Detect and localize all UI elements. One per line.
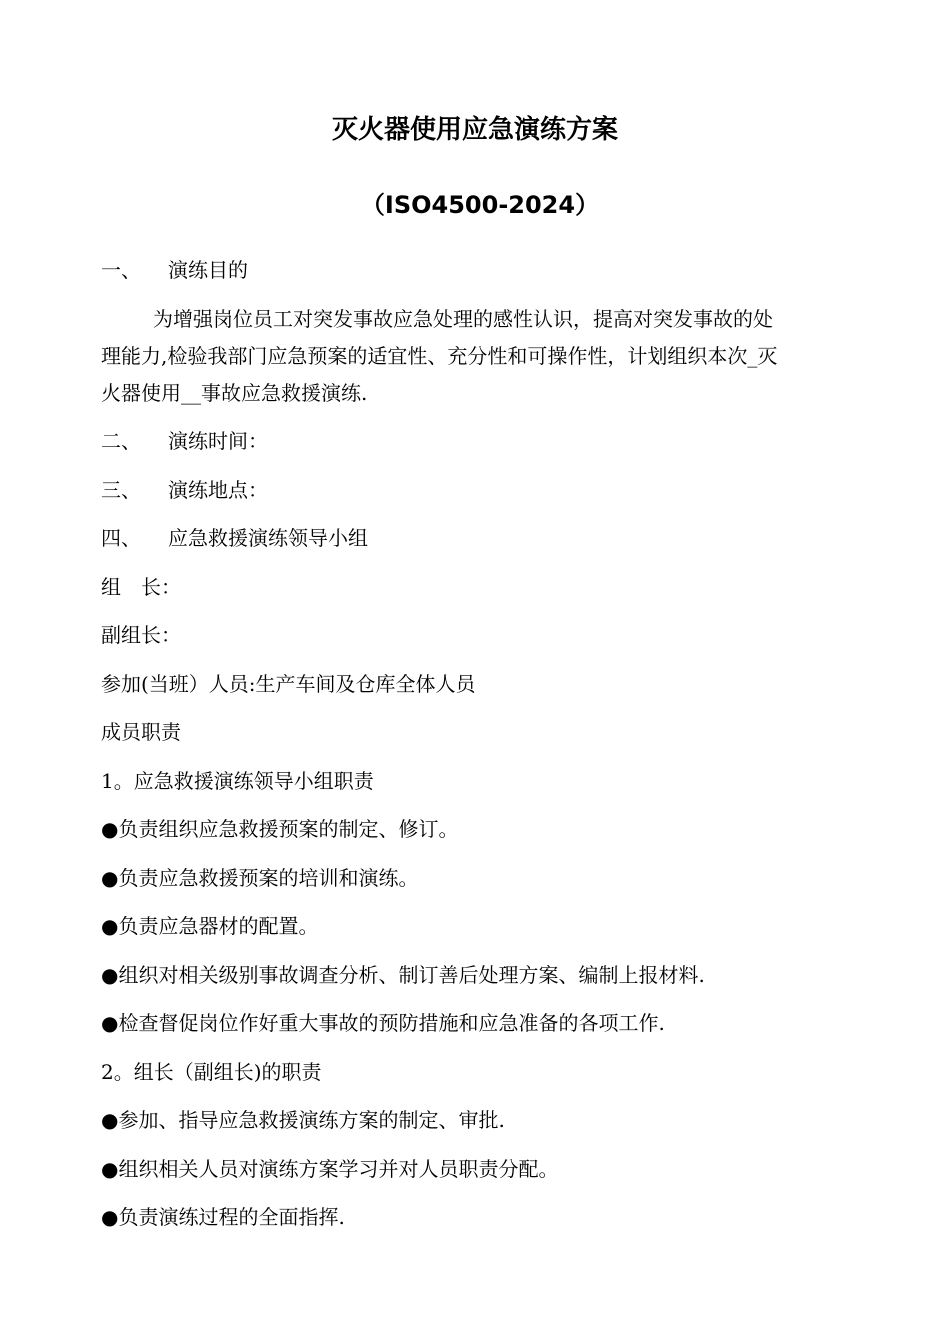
duty-item: ●参加、指导应急救援演练方案的制定、审批.	[101, 1108, 505, 1132]
team-leader-line: 组 长：	[101, 575, 181, 599]
document-title: 灭火器使用应急演练方案	[331, 115, 618, 145]
team-participants-line: 参加(当班）人员:生产车间及仓库全体人员	[101, 672, 476, 696]
paragraph-line: 为增强岗位员工对突发事故应急处理的感性认识，提高对突发事故的处	[153, 307, 773, 331]
section-heading-purpose	[101, 255, 248, 285]
section-number: 四、	[101, 526, 141, 550]
purpose-paragraph	[101, 301, 861, 412]
paragraph-line: 理能力,检验我部门应急预案的适宜性、充分性和可操作性，计划组织本次_灭	[101, 344, 778, 368]
section-heading-leadership	[101, 523, 368, 553]
duties-heading: 成员职责	[101, 720, 181, 744]
document-subtitle: （ISO4500-2024）	[360, 191, 600, 219]
section-number: 三、	[101, 478, 141, 502]
section-number: 一、	[101, 258, 141, 282]
duty-item: ●组织对相关级别事故调查分析、制订善后处理方案、编制上报材料.	[101, 963, 705, 987]
duty-group-2-heading: 2。组长（副组长)的职责	[101, 1060, 322, 1084]
duty-item: ●负责组织应急救援预案的制定、修订。	[101, 817, 459, 841]
section-heading-time	[101, 426, 268, 456]
duty-group-1-heading: 1。应急救援演练领导小组职责	[101, 769, 374, 793]
section-title: 演练目的	[168, 258, 248, 282]
duty-item: ●负责演练过程的全面指挥.	[101, 1205, 345, 1229]
paragraph-line: 火器使用__事故应急救援演练.	[101, 381, 368, 405]
duty-item: ●组织相关人员对演练方案学习并对人员职责分配。	[101, 1157, 559, 1181]
section-heading-location	[101, 475, 268, 505]
section-title: 应急救援演练领导小组	[168, 526, 368, 550]
duty-item: ●负责应急器材的配置。	[101, 914, 319, 938]
section-title: 演练时间：	[168, 429, 268, 453]
team-deputy-line: 副组长：	[101, 623, 181, 647]
section-number: 二、	[101, 429, 141, 453]
duty-item: ●负责应急救援预案的培训和演练。	[101, 866, 419, 890]
duty-item: ●检查督促岗位作好重大事故的预防措施和应急准备的各项工作.	[101, 1011, 665, 1035]
section-title: 演练地点：	[168, 478, 268, 502]
